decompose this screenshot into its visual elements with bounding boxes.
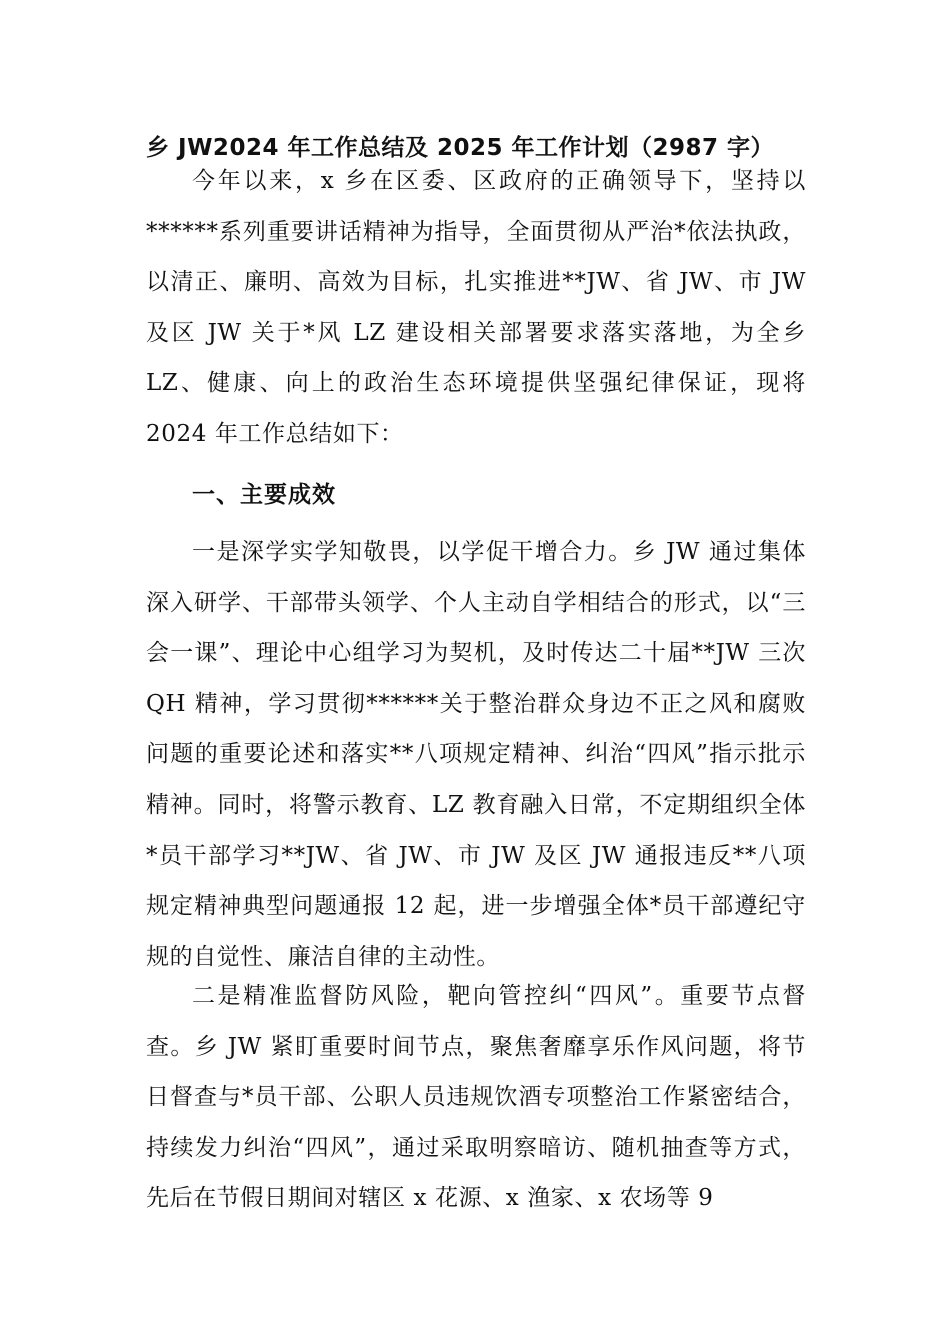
intro-paragraph: 今年以来，x 乡在区委、区政府的正确领导下，坚持以******系列重要讲话精神为指导，全面贯彻从严治*依法执政，以清正、廉明、高效为目标，扎实推进**JW、省 JW、市 JW 及区 JW 关于*风 LZ 建设相关部署要求落实落地，为全乡 LZ、健康、向上的政治生态环境提供坚强纪律保证，现将 2024 年工作总结如下： [146,168,806,447]
section-heading: 一、主要成效 [192,482,336,508]
body-paragraph: 二是精准监督防风险，靶向管控纠“四风”。重要节点督查。乡 JW 紧盯重要时间节点，聚焦奢靡享乐作风问题，将节日督查与*员干部、公职人员违规饮酒专项整治工作紧密结合，持续发力纠治“四风”，通过采取明察暗访、随机抽查等方式，先后在节假日期间对辖区 x 花源、x 渔家、x 农场等 9 [146,983,806,1212]
document-title: 乡 JW2024 年工作总结及 2025 年工作计划（2987 字） [146,135,775,161]
body-paragraph: 一是深学实学知敬畏，以学促干增合力。乡 JW 通过集体深入研学、干部带头领学、个人主动自学相结合的形式，以“三会一课”、理论中心组学习为契机，及时传达二十届**JW 三次 QH 精神，学习贯彻******关于整治群众身边不正之风和腐败问题的重要论述和落实**八项规定精神、纠治“四风”指示批示精神。同时，将警示教育、LZ 教育融入日常，不定期组织全体*员干部学习**JW、省 JW、市 JW 及区 JW 通报违反**八项规定精神典型问题通报 12 起，进一步增强全体*员干部遵纪守规的自觉性、廉洁自律的主动性。 [146,539,806,970]
